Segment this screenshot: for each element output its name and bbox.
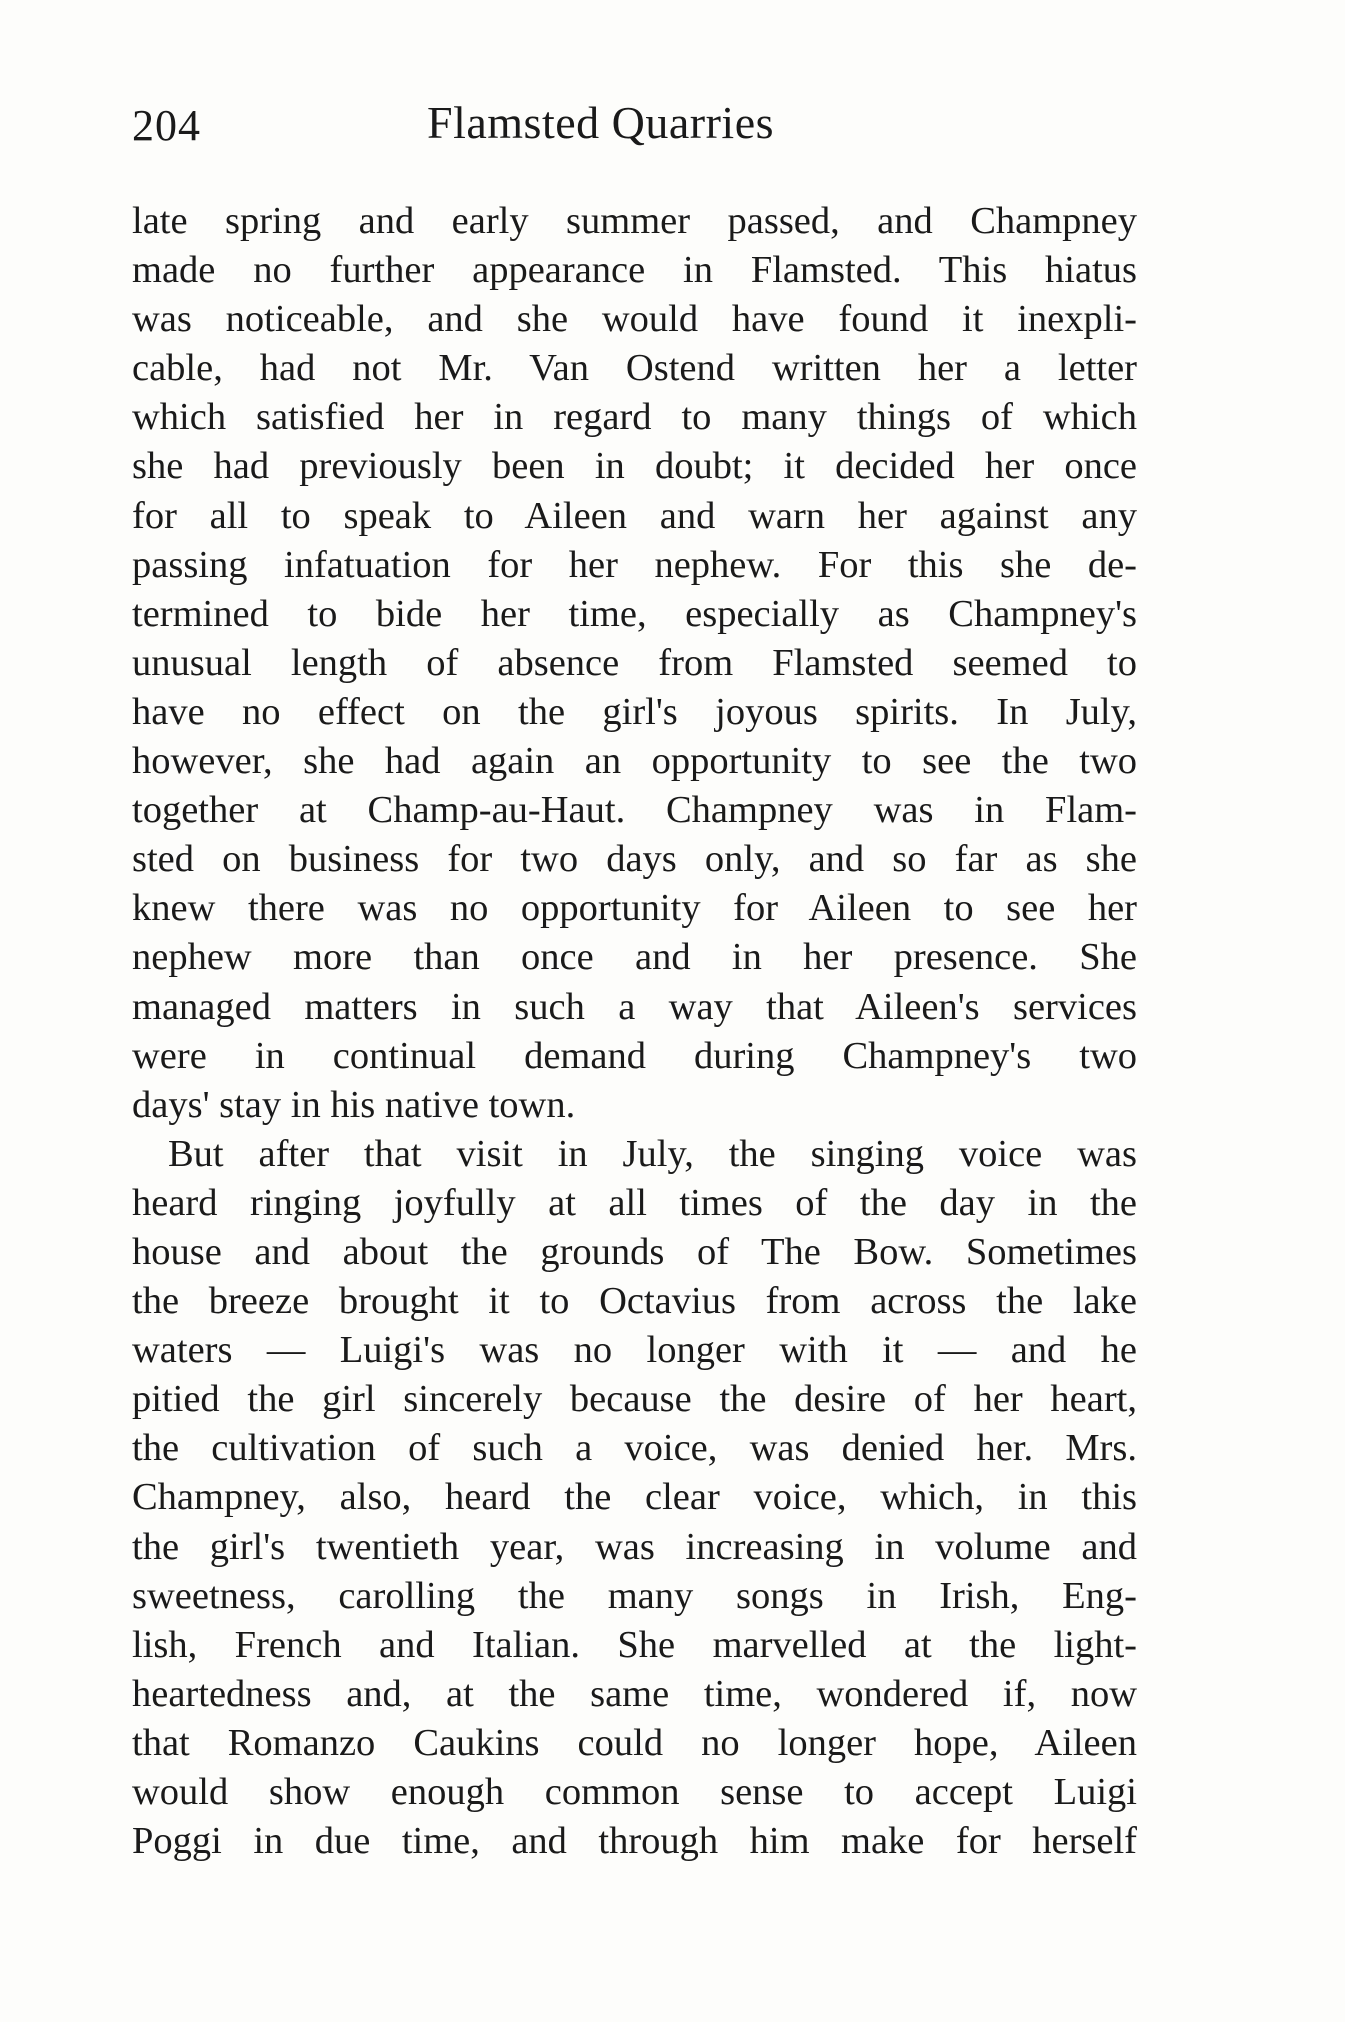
text-line: have no effect on the girl's joyous spirits. In July, <box>132 690 1137 733</box>
text-line: days' stay in his native town. <box>132 1083 576 1126</box>
text-line: heartedness and, at the same time, wondered if, now <box>132 1672 1137 1715</box>
paragraph-1 <box>132 197 1137 1130</box>
text-line: that Romanzo Caukins could no longer hope, Aileen <box>132 1721 1137 1764</box>
text-line: pitied the girl sincerely because the desire of her heart, <box>132 1378 1137 1421</box>
text-line: heard ringing joyfully at all times of the day in the <box>132 1181 1137 1224</box>
page-header <box>132 97 1142 180</box>
text-line: But after that visit in July, the singing voice was <box>168 1132 1137 1175</box>
text-line: sted on business for two days only, and so far as she <box>132 838 1137 881</box>
running-title: Flamsted Quarries <box>427 97 775 148</box>
text-line: waters — Luigi's was no longer with it — and he <box>132 1329 1137 1372</box>
text-line: the girl's twentieth year, was increasing in volume and <box>132 1525 1137 1568</box>
text-line: the cultivation of such a voice, was denied her. Mrs. <box>132 1427 1137 1470</box>
text-line: managed matters in such a way that Aileen's services <box>132 985 1137 1028</box>
text-line: which satisfied her in regard to many things of which <box>132 396 1137 439</box>
text-line: sweetness, carolling the many songs in Irish, Eng- <box>132 1574 1137 1617</box>
text-line: she had previously been in doubt; it decided her once <box>132 445 1137 488</box>
text-line: house and about the grounds of The Bow. Sometimes <box>132 1230 1137 1273</box>
text-line: the breeze brought it to Octavius from across the lake <box>132 1280 1137 1323</box>
text-line: unusual length of absence from Flamsted seemed to <box>132 641 1137 684</box>
text-line: passing infatuation for her nephew. For this she de- <box>132 543 1137 586</box>
text-line: made no further appearance in Flamsted. This hiatus <box>132 249 1137 292</box>
body-text <box>132 197 1137 1866</box>
text-line: were in continual demand during Champney's two <box>132 1034 1137 1077</box>
text-line: lish, French and Italian. She marvelled at the light- <box>132 1623 1137 1666</box>
text-line: together at Champ-au-Haut. Champney was in Flam- <box>132 789 1137 832</box>
text-line: late spring and early summer passed, and Champney <box>132 200 1137 242</box>
text-line: knew there was no opportunity for Aileen to see her <box>132 887 1137 930</box>
text-line: Poggi in due time, and through him make for herself <box>132 1820 1137 1863</box>
text-line: Champney, also, heard the clear voice, which, in this <box>132 1476 1137 1519</box>
text-line: however, she had again an opportunity to see the two <box>132 740 1137 783</box>
text-line: would show enough common sense to accept Luigi <box>132 1771 1137 1813</box>
text-line: cable, had not Mr. Van Ostend written her a letter <box>132 347 1137 390</box>
paragraph-2 <box>132 1130 1137 1866</box>
text-line: nephew more than once and in her presence. She <box>132 936 1137 979</box>
page-number: 204 <box>132 101 201 150</box>
text-line: was noticeable, and she would have found it inexpli- <box>132 298 1137 341</box>
text-line: for all to speak to Aileen and warn her against any <box>132 494 1137 537</box>
text-line: termined to bide her time, especially as Champney's <box>132 592 1137 635</box>
